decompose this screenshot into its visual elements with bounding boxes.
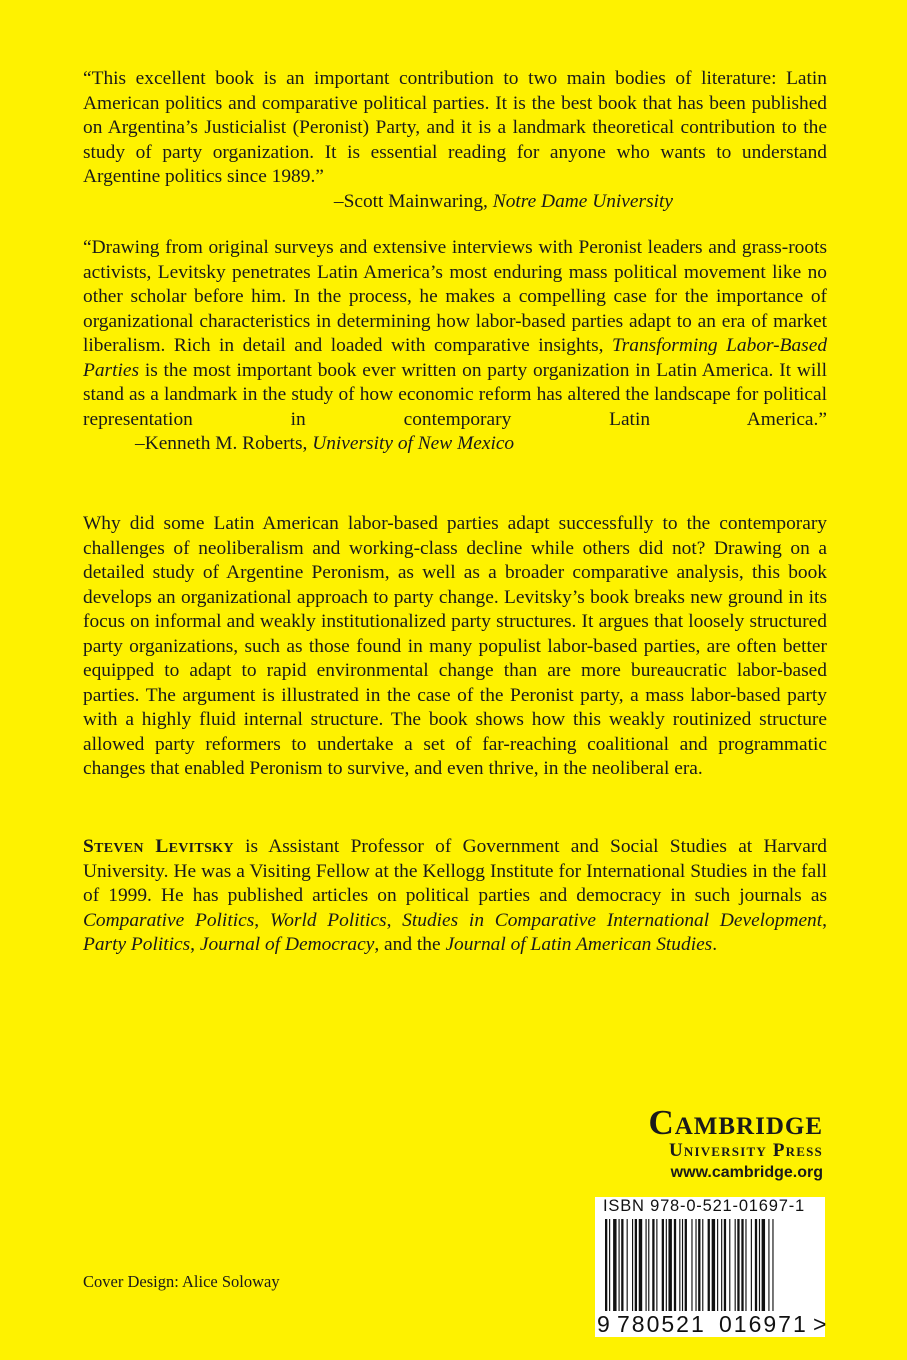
quote2-part2: is the most important book ever written on party organization in Latin America. It will stand as a landmark in the study of how economic reform has altered the landscape for political representation in contemporary Latin America.” (83, 359, 827, 430)
barcode-bar (605, 1219, 607, 1311)
book-description (83, 512, 827, 782)
journal-6: Journal of Latin American Studies (445, 934, 713, 955)
barcode-bar (613, 1219, 616, 1311)
barcode-bar (702, 1219, 703, 1311)
isbn-barcode (595, 1197, 828, 1337)
barcode-bar (698, 1219, 700, 1311)
quote1-affiliation: Notre Dame University (492, 190, 673, 212)
barcode-bar (674, 1219, 676, 1311)
barcode-bar (724, 1219, 726, 1311)
quote2-author: –Kenneth M. Roberts, (135, 433, 308, 454)
barcode-bar (772, 1219, 773, 1311)
barcode-bar (745, 1219, 746, 1311)
barcode-bar (668, 1219, 671, 1311)
barcode-bar (685, 1219, 687, 1311)
journal-2: World Politics (269, 909, 387, 931)
publisher-subtitle: University Press (668, 1140, 823, 1161)
barcode-bar (721, 1219, 722, 1311)
description-text: Why did some Latin American labor-based parties adapt successfully to the contemporary challenges of neoliberalism and working-class decline while others did not? Drawing on a detailed study of Argentine Peronism, as well as a broader comparative analysis, this book develops an organizational approach to party change. Levitsky’s book breaks new ground in its focus on informal and weakly institutionalized party structures. It argues that loosely structured party organizations, such as those found in many populist labor-based parties, are often better equipped to adapt to rapid environmental change than are more bureaucratic labor-based parties. The argument is illustrated in the case of the Peronist party, a mass labor-based party with a highly fluid internal structure. The book shows how this weakly routinized structure allowed party reformers to undertake a set of far-reaching coalitional and programmatic changes that enabled Peronism to survive, and even thrive, in the neoliberal era. (83, 513, 827, 779)
journal-3: Studies in Comparative International Development (402, 909, 823, 931)
quote2-text (83, 236, 827, 457)
barcode-bar (621, 1219, 623, 1311)
barcode-bars (603, 1219, 817, 1311)
publisher-name: Cambridge (648, 1103, 823, 1142)
barcode-bar (646, 1219, 647, 1311)
barcode-bar (755, 1219, 757, 1311)
cover-design-credit: Cover Design: Alice Soloway (83, 1272, 280, 1291)
barcode-group1: 780521 (617, 1311, 706, 1337)
publisher-url: www.cambridge.org (670, 1164, 823, 1181)
quote-scott-mainwaring (83, 67, 827, 214)
barcode-bar (619, 1219, 620, 1311)
bio-and-the: , and the (374, 934, 441, 955)
journal-4: Party Politics (83, 934, 191, 955)
quote1-text: “This excellent book is an important contribution to two main bodies of literature: Latin American politics and comparative political parties. It is the best book that has been published on Argentina’s Justicialist (Peronist) Party, and it is a landmark theoretical contribution to the study of party organization. It is essential reading for anyone who wants to understand Argentine politics since 1989.” (83, 68, 827, 187)
quote2-part1: “Drawing from original surveys and extensive interviews with Peronist leaders and grass-roots activists, Levitsky penetrates Latin America’s most enduring mass political movement like no other scholar before him. In the process, he makes a compelling case for the importance of organizational characteristics in determining how labor-based parties adapt to an era of market liberalism. Rich in detail and loaded with comparative insights, (83, 237, 827, 356)
author-bio (83, 835, 827, 958)
barcode-bar (662, 1219, 664, 1311)
barcode-bar (717, 1219, 718, 1311)
barcode-bar (639, 1219, 642, 1311)
barcode-bar (652, 1219, 654, 1311)
bio-text: Steven Levitsky is Assistant Professor of Government and Social Studies at Harvard University. He was a Visiting Fellow at the Kellogg Institute for International Studies in the fall of 1999. He has published articles on political parties and democracy in such journals as Comparative Politics, World Politics, Studies in Comparative International Development, Party Politics, Journal of Democracy, and the Journal of Latin American Studies. (83, 836, 828, 955)
barcode-bar (741, 1219, 743, 1311)
barcode-bar (666, 1219, 667, 1311)
quote-kenneth-roberts (83, 236, 827, 457)
barcode-bar (695, 1219, 696, 1311)
quote2-attribution (135, 432, 514, 457)
quote2-affiliation: University of New Mexico (312, 433, 515, 454)
barcode-bar (691, 1219, 692, 1311)
barcode-bar (712, 1219, 715, 1311)
quote1-author: –Scott Mainwaring, (333, 190, 488, 212)
publisher-logo (648, 1103, 823, 1184)
barcode-bar (627, 1219, 628, 1311)
barcode-bar (682, 1219, 683, 1311)
barcode-bar (737, 1219, 739, 1311)
quote2-book-title: Transforming Labor-Based Parties (83, 335, 828, 381)
barcode-bar (632, 1219, 633, 1311)
barcode-bar (648, 1219, 649, 1311)
journal-1: Comparative Politics (83, 909, 255, 931)
barcode-lead-digit: 9 (597, 1311, 612, 1337)
barcode-bar (729, 1219, 730, 1311)
barcode-bar (708, 1219, 710, 1311)
barcode-bar (635, 1219, 637, 1311)
barcode-bar (609, 1219, 610, 1311)
quote1-attribution (83, 190, 827, 215)
barcode-bar (751, 1219, 752, 1311)
barcode-bar (679, 1219, 680, 1311)
journal-5: Journal of Democracy (199, 934, 375, 955)
barcode-bar (762, 1219, 765, 1311)
isbn-label: ISBN 978-0-521-01697-1 (603, 1197, 805, 1215)
barcode-bar (759, 1219, 760, 1311)
barcode-bar (735, 1219, 736, 1311)
barcode-bar (768, 1219, 769, 1311)
barcode-bar (656, 1219, 657, 1311)
author-name: Steven Levitsky (83, 836, 234, 857)
barcode-number (595, 1311, 828, 1338)
barcode-arrow: > (813, 1311, 828, 1337)
bio-text1: is Assistant Professor of Government and Social Studies at Harvard University. He was a Visiting Fellow at the Kellogg Institute for International Studies in the fall of 1999. He has published articles on political parties and democracy in such journals as (83, 836, 827, 906)
barcode-group2: 016971 (719, 1311, 808, 1337)
